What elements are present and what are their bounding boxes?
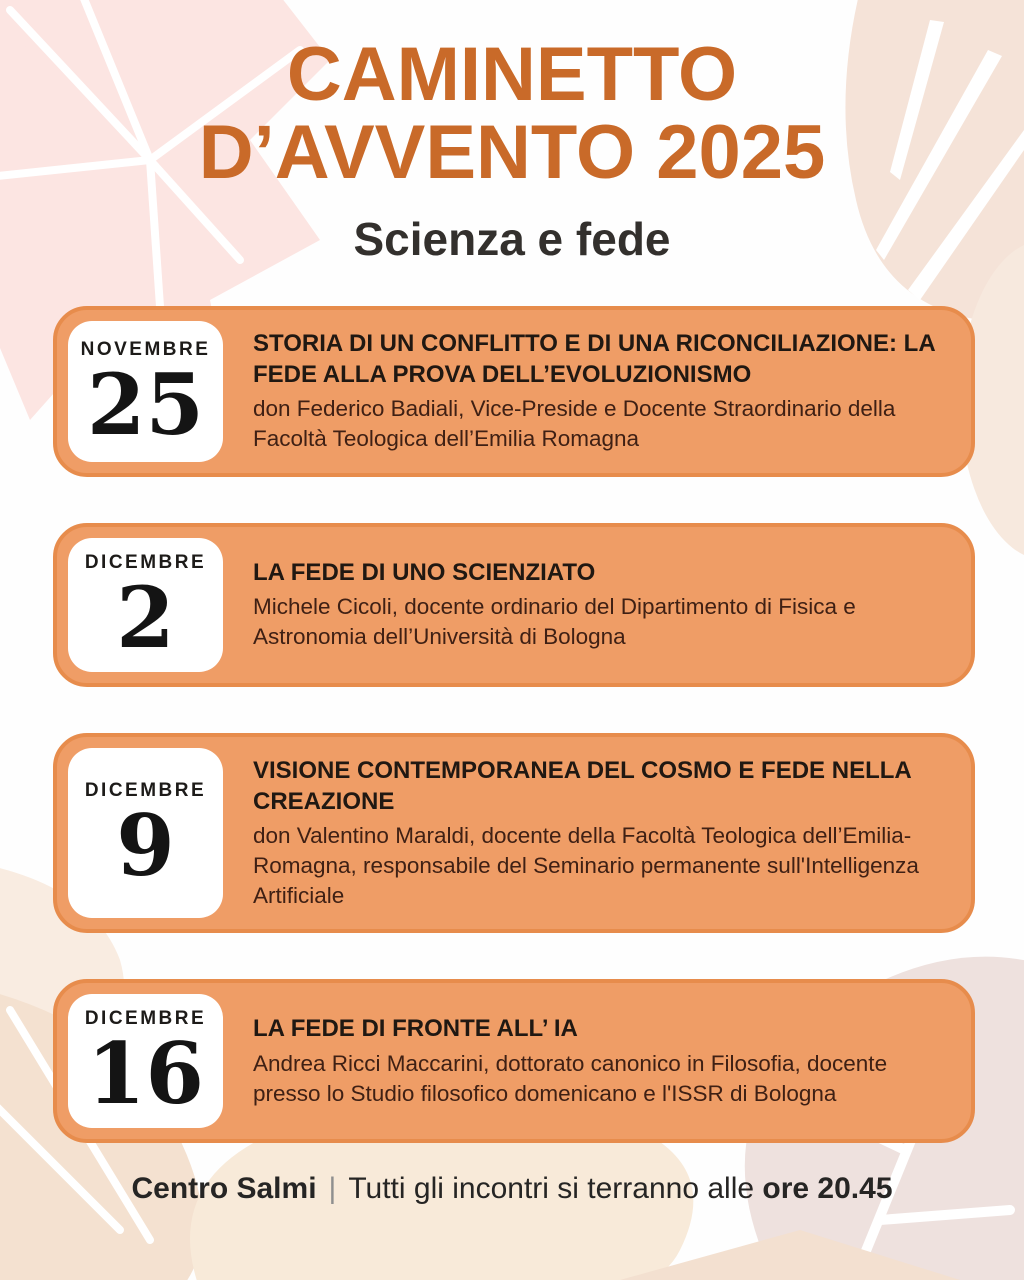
date-badge: [68, 321, 223, 462]
badge-month: DICEMBRE: [84, 780, 207, 802]
event-body: [223, 994, 960, 1128]
event-card-dic-2: [53, 523, 975, 687]
poster-title-line1: CAMINETTO: [286, 32, 738, 117]
event-body: [223, 748, 960, 919]
badge-month: DICEMBRE: [84, 1008, 207, 1030]
event-body: [223, 538, 960, 672]
badge-month: NOVEMBRE: [80, 338, 211, 360]
badge-day: 25: [87, 354, 204, 454]
badge-month: DICEMBRE: [84, 551, 207, 573]
poster-subtitle: Scienza e fede: [353, 213, 671, 265]
event-card-dic-9: [53, 733, 975, 934]
badge-day: 16: [87, 1024, 204, 1124]
event-speaker: Andrea Ricci Maccarini, dottorato canonico in Filosofia, docente presso lo Studio filosofico domenicano e l'ISSR di Bologna: [253, 1050, 888, 1106]
event-title: STORIA DI UN CONFLITTO E DI UNA RICONCILIAZIONE: LA FEDE ALLA PROVA DELL’EVOLUZIONISMO: [253, 330, 935, 388]
event-list: [53, 306, 975, 1143]
event-speaker: Michele Cicoli, docente ordinario del Dipartimento di Fisica e Astronomia dell’Università di Bologna: [253, 594, 856, 650]
event-title: LA FEDE DI FRONTE ALL’ IA: [253, 1015, 578, 1043]
event-speaker: don Valentino Maraldi, docente della Facoltà Teologica dell’Emilia-Romagna, responsabile del Seminario permanente sull'Intelligenza Artificiale: [253, 823, 919, 908]
date-badge: [68, 994, 223, 1128]
footer-info: [0, 1172, 1024, 1206]
badge-day: 2: [116, 567, 175, 667]
footer-separator: |: [328, 1172, 337, 1205]
badge-day: 9: [116, 796, 175, 896]
event-title: LA FEDE DI UNO SCIENZIATO: [253, 558, 596, 586]
poster-header: [0, 32, 1024, 266]
date-badge: [68, 538, 223, 672]
poster-title-line2: D’AVVENTO 2025: [198, 110, 826, 195]
event-body: [223, 321, 960, 462]
venue-name: Centro Salmi: [131, 1172, 317, 1205]
event-card-nov-25: [53, 306, 975, 477]
event-time: ore 20.45: [762, 1172, 893, 1205]
event-speaker: don Federico Badiali, Vice-Preside e Docente Straordinario della Facoltà Teologica dell’Emilia Romagna: [253, 396, 896, 452]
footer-text: Tutti gli incontri si terranno alle: [348, 1172, 755, 1205]
event-title: VISIONE CONTEMPORANEA DEL COSMO E FEDE NELLA CREAZIONE: [253, 756, 911, 815]
date-badge: [68, 748, 223, 919]
event-card-dic-16: [53, 979, 975, 1143]
